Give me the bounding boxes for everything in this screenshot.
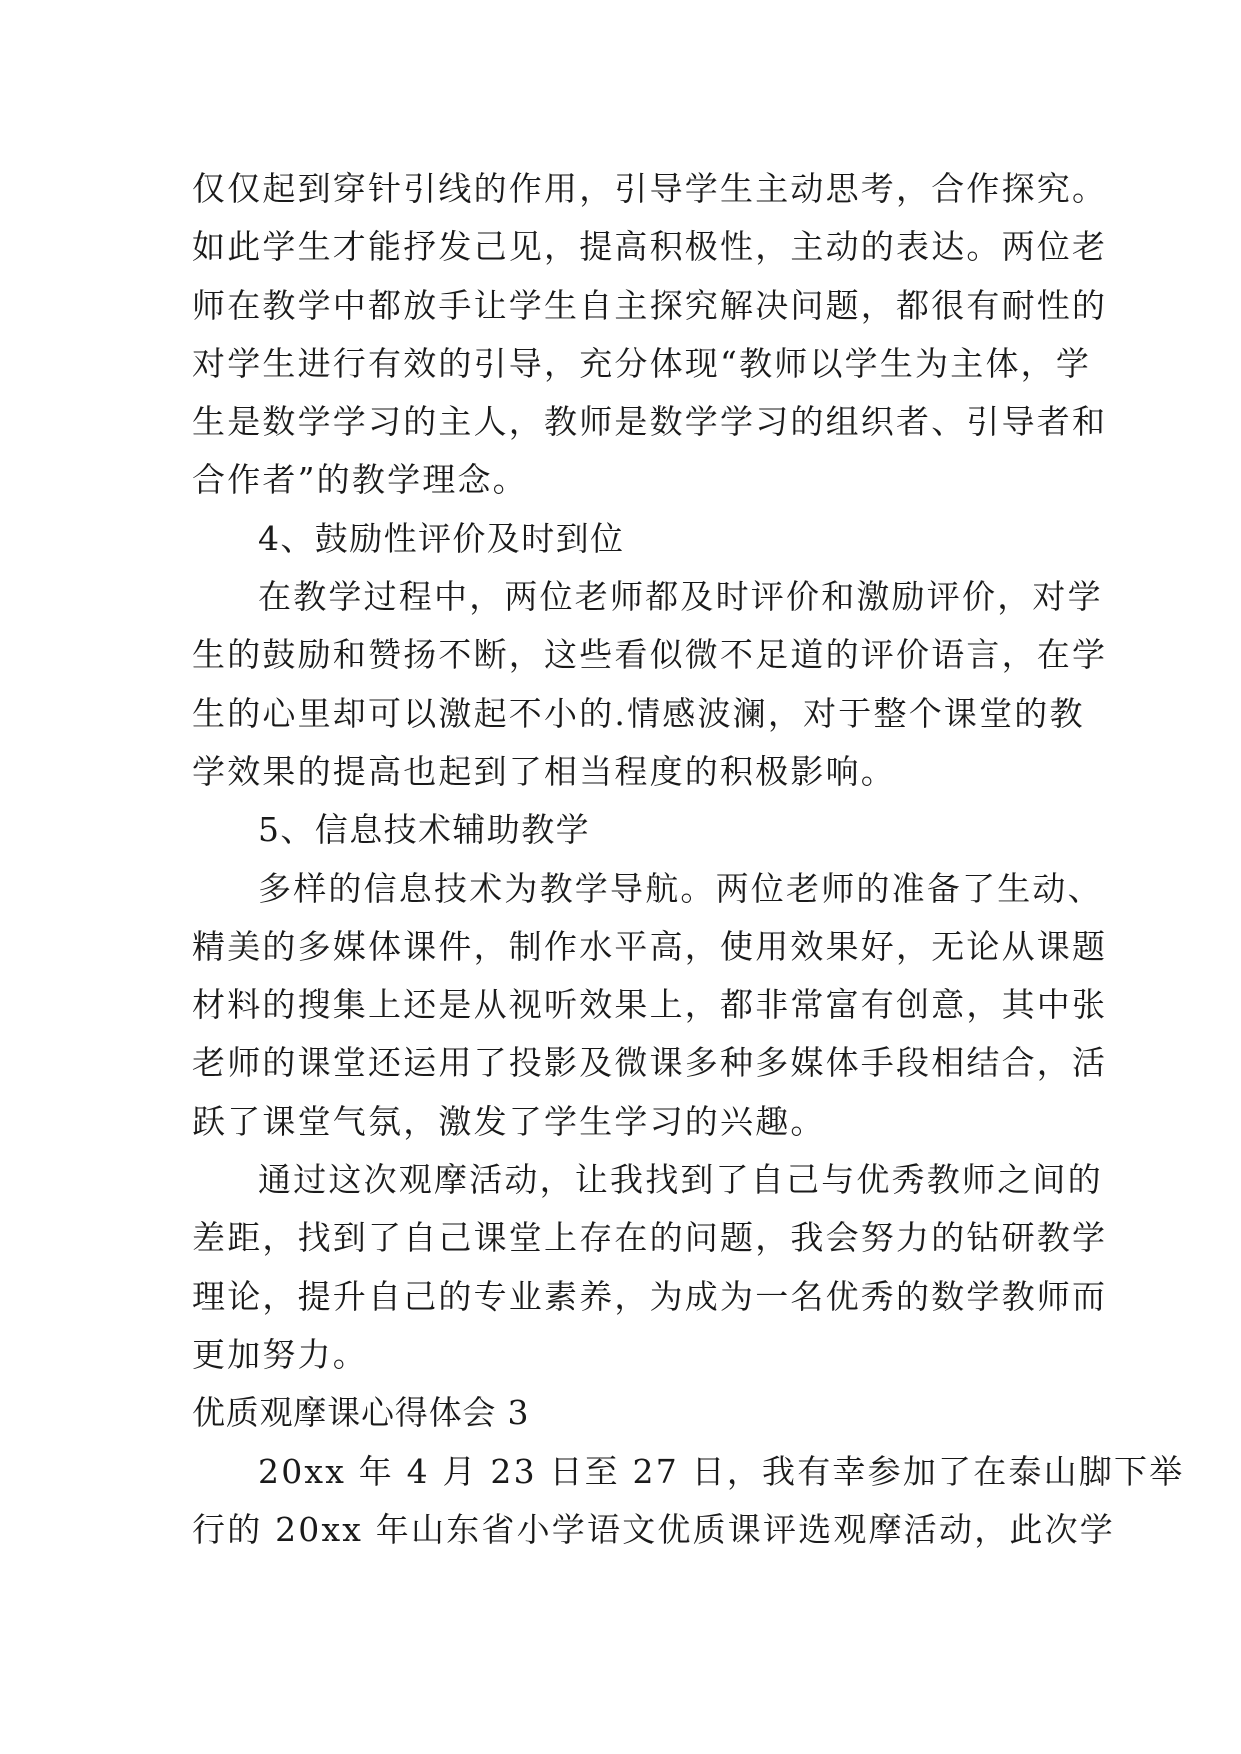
- paragraph-line: 更加努力。: [192, 1334, 368, 1374]
- paragraph-line: 在教学过程中，两位老师都及时评价和激励评价，对学: [258, 577, 1103, 617]
- paragraph-line: 生的心里却可以激起不小的.情感波澜，对于整个课堂的教: [192, 693, 1085, 733]
- paragraph-line: 多样的信息技术为教学导航。两位老师的准备了生动、: [258, 868, 1103, 908]
- section-title: 优质观摩课心得体会 3: [192, 1393, 530, 1433]
- paragraph-line: 材料的搜集上还是从视听效果上，都非常富有创意，其中张: [192, 985, 1108, 1025]
- paragraph-line: 如此学生才能抒发己见，提高积极性，主动的表达。两位老: [192, 227, 1108, 267]
- paragraph-line: 生是数学学习的主人，教师是数学学习的组织者、引导者和: [192, 402, 1108, 442]
- subheading-it-assisted-teaching: 5、信息技术辅助教学: [258, 810, 590, 850]
- paragraph-line: 差距，找到了自己课堂上存在的问题，我会努力的钻研教学: [192, 1218, 1108, 1258]
- paragraph-line: 合作者”的教学理念。: [192, 460, 528, 500]
- paragraph-line: 师在教学中都放手让学生自主探究解决问题，都很有耐性的: [192, 285, 1108, 325]
- paragraph-line: 生的鼓励和赞扬不断，这些看似微不足道的评价语言，在学: [192, 635, 1108, 675]
- paragraph-line: 跃了课堂气氛，激发了学生学习的兴趣。: [192, 1101, 826, 1141]
- document-page: [192, 160, 1185, 1559]
- subheading-encouraging-evaluation: 4、鼓励性评价及时到位: [258, 518, 625, 558]
- paragraph-line: 仅仅起到穿针引线的作用，引导学生主动思考，合作探究。: [192, 169, 1108, 208]
- paragraph-line: 20xx 年 4 月 23 日至 27 日，我有幸参加了在泰山脚下举: [258, 1451, 1185, 1491]
- paragraph-line: 理论，提升自己的专业素养，为成为一名优秀的数学教师而: [192, 1276, 1108, 1316]
- paragraph-line: 学效果的提高也起到了相当程度的积极影响。: [192, 751, 896, 791]
- paragraph-line: 对学生进行有效的引导，充分体现“教师以学生为主体，学: [192, 343, 1092, 383]
- paragraph-line: 通过这次观摩活动，让我找到了自己与优秀教师之间的: [258, 1160, 1103, 1200]
- paragraph-line: 精美的多媒体课件，制作水平高，使用效果好，无论从课题: [192, 926, 1108, 966]
- paragraph-line: 老师的课堂还运用了投影及微课多种多媒体手段相结合，活: [192, 1043, 1108, 1083]
- paragraph-line: 行的 20xx 年山东省小学语文优质课评选观摩活动，此次学: [192, 1509, 1115, 1549]
